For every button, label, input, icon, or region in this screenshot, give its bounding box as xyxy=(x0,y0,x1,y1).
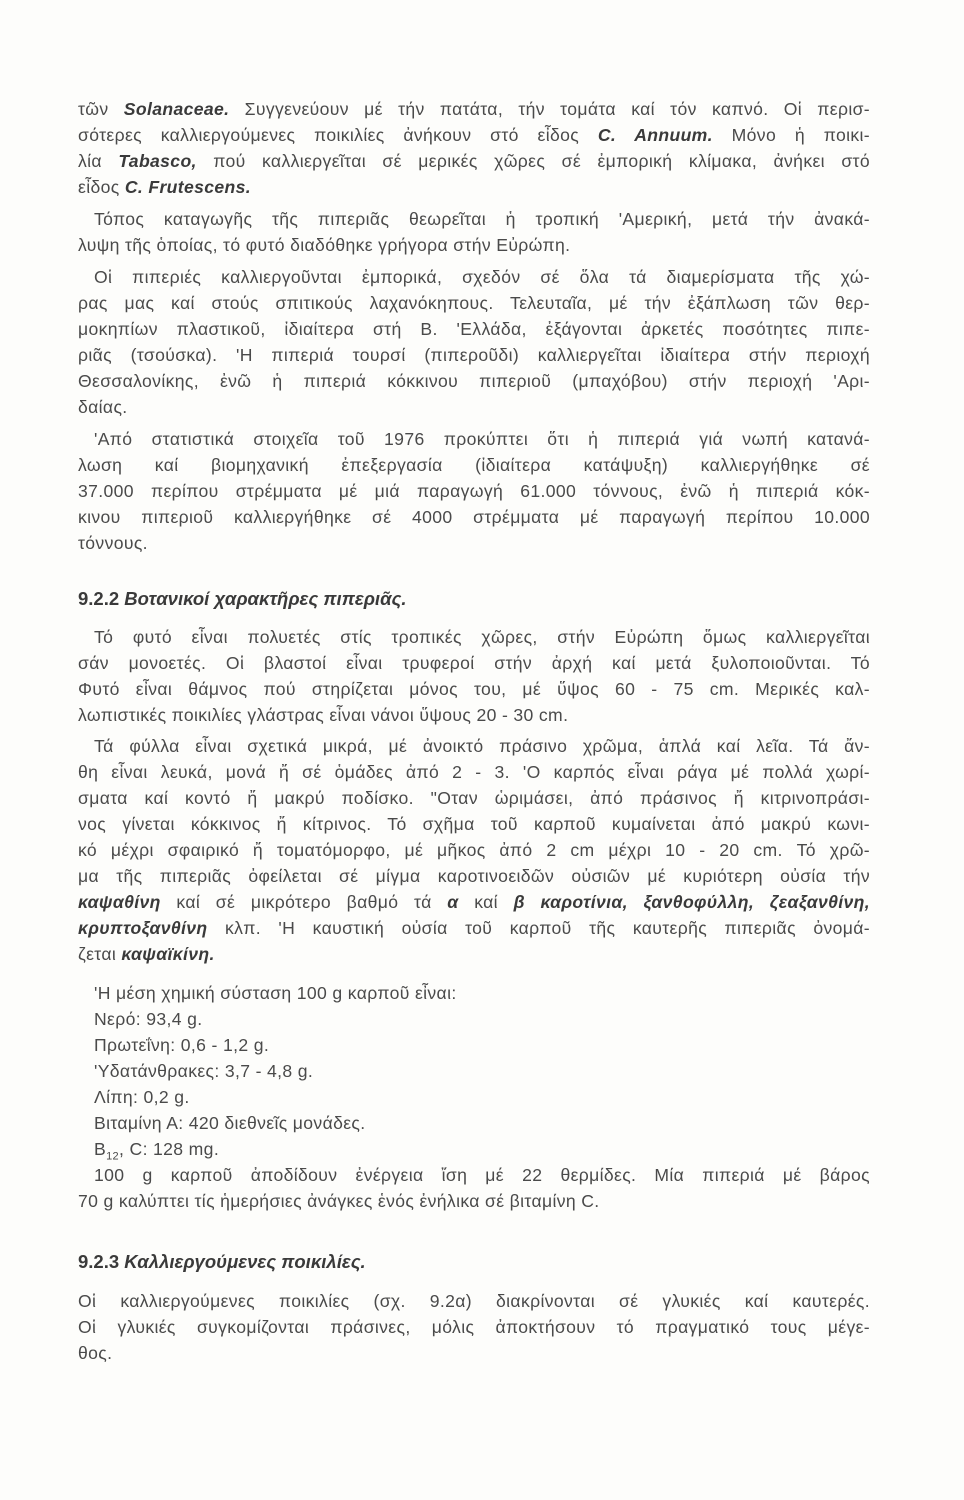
paragraph-leaves-fruit xyxy=(78,733,870,967)
text-line: σάν μονοετές. Οἱ βλαστοί εἶναι τρυφεροί στήν ἀρχή καί μετά ξυλοποιοῦνται. Τό xyxy=(78,653,870,673)
text-line: μοκηπίων πλαστικοῦ, ἰδιαίτερα στή Β. 'Ελλάδα, ἐξάγονται ἀρκετές ποσότητες πιπε- xyxy=(78,319,870,339)
text-line: ζεται καψαϊκίνη. xyxy=(78,944,215,964)
composition-list xyxy=(78,980,870,1214)
text-line: ριᾶς (τσούσκα). 'Η πιπεριά τουρσί (πιπεροῦδι) καλλιεργεῖται ἰδιαίτερα στήν περιοχή xyxy=(78,345,870,365)
paragraph-origin xyxy=(78,206,870,258)
text-line: Οἱ γλυκιές συγκομίζονται πράσινες, μόλις ἀποκτήσουν τό πραγματικό τους μέγε- xyxy=(78,1317,870,1337)
composition-vitamin-b12-c: $B_{12}$, C: 128 mg. xyxy=(94,1139,220,1162)
text-line: θη εἶναι λευκά, μονά ἤ σέ ὁμάδες ἀπό 2 - 3. 'Ο καρπός εἶναι ράγα μέ πολλά χωρί- xyxy=(78,762,870,782)
text-line: καψαθίνη καί σέ μικρότερο βαθμό τά α καί β καροτίνια, ξανθοφύλλη, ζεαξανθίνη, xyxy=(78,892,870,912)
composition-protein: Πρωτεΐνη: 0,6 - 1,2 g. xyxy=(94,1035,270,1055)
section-title: Καλλιεργούμενες ποικιλίες. xyxy=(124,1251,366,1272)
composition-fat: Λίπη: 0,2 g. xyxy=(94,1087,190,1107)
text-line: σότερες καλλιεργούμενες ποικιλίες ἀνήκουν στό εἶδος C. Annuum. Μόνο ἡ ποικι- xyxy=(78,125,870,145)
text-line: 37.000 περίπου στρέμματα μέ μιά παραγωγή 61.000 τόννους, ἐνῶ ἡ πιπεριά κόκ- xyxy=(78,481,870,501)
text-line: Θεσσαλονίκης, ἐνῶ ἡ πιπεριά κόκκινου πιπεριοῦ (μπαχόβου) στήν περιοχή 'Αρι- xyxy=(78,371,870,391)
text-line: Τά φύλλα εἶναι σχετικά μικρά, μέ ἀνοικτό πράσινο χρῶμα, ἁπλά καί λεῖα. Τά ἄν- xyxy=(94,736,870,756)
paragraph-statistics xyxy=(78,426,870,556)
composition-carbs: 'Υδατάνθρακες: 3,7 - 4,8 g. xyxy=(94,1061,314,1081)
text-line: Φυτό εἶναι θάμνος πού στηρίζεται μόνος του, μέ ὕψος 60 - 75 cm. Μερικές καλ- xyxy=(78,679,870,699)
text-line: λωπιστικές ποικιλίες γλάστρας εἶναι νάνοι ὕψους 20 - 30 cm. xyxy=(78,705,569,725)
composition-intro: 'Η μέση χημική σύσταση 100 g καρποῦ εἶναι: xyxy=(94,983,457,1003)
text-line: κινου πιπεριοῦ καλλιεργήθηκε σέ 4000 στρέμματα μέ παραγωγή περίπου 10.000 xyxy=(78,507,870,527)
paragraph-plant xyxy=(78,624,870,728)
text-line: κρυπτοξανθίνη κλπ. 'Η καυστική οὐσία τοῦ καρποῦ τῆς καυτερῆς πιπεριᾶς ὀνομά- xyxy=(78,918,870,938)
section-title: Βοτανικοί χαρακτῆρες πιπεριᾶς. xyxy=(124,588,407,609)
text-line: Οἱ καλλιεργούμενες ποικιλίες (σχ. 9.2α) διακρίνονται σέ γλυκιές καί καυτερές. xyxy=(78,1291,870,1311)
text-line: τόννους. xyxy=(78,533,148,553)
composition-vitamin-a: Βιταμίνη Α: 420 διεθνεῖς μονάδες. xyxy=(94,1113,366,1133)
text-line: εἶδος C. Frutescens. xyxy=(78,177,251,197)
section-heading-botanical xyxy=(78,585,870,613)
paragraph-cultivation xyxy=(78,264,870,420)
text-line: Τό φυτό εἶναι πολυετές στίς τροπικές χῶρες, στήν Εὐρώπη ὅμως καλλιεργεῖται xyxy=(94,627,870,647)
text-line: σματα καί κοντό ἤ μακρύ ποδίσκο. "Οταν ὡριμάσει, ἀπό πράσινος ἤ κιτρινοπράσι- xyxy=(78,788,870,808)
text-line: ρας μας καί στούς σπιτικούς λαχανόκηπους. Τελευταῖα, μέ τήν ἐξάπλωση τῶν θερ- xyxy=(78,293,870,313)
paragraph-species xyxy=(78,96,870,200)
composition-energy: 100 g καρποῦ ἀποδίδουν ἐνέργεια ἴση μέ 22 θερμίδες. Μία πιπεριά μέ βάρος xyxy=(94,1165,870,1185)
text-line: νος γίνεται κόκκινος ἤ κίτρινος. Τό σχῆμα τοῦ καρποῦ κυμαίνεται ἀπό μακρύ κωνι- xyxy=(78,814,870,834)
text-line: Οἱ πιπεριές καλλιεργοῦνται ἐμπορικά, σχεδόν σέ ὅλα τά διαμερίσματα τῆς χώ- xyxy=(94,267,870,287)
text-line: 'Από στατιστικά στοιχεῖα τοῦ 1976 προκύπτει ὅτι ἡ πιπεριά γιά νωπή κατανά- xyxy=(94,429,870,449)
composition-water: Νερό: 93,4 g. xyxy=(94,1009,203,1029)
text-line: λυψη τῆς ὁποίας, τό φυτό διαδόθηκε γρήγορα στήν Εὐρώπη. xyxy=(78,235,571,255)
text-line: δαίας. xyxy=(78,397,128,417)
section-heading-varieties xyxy=(78,1248,870,1276)
text-line: τῶν Solanaceae. Συγγενεύουν μέ τήν πατάτα, τήν τομάτα καί τόν καπνό. Οἱ περισ- xyxy=(78,99,870,119)
text-line: λωση καί βιομηχανική ἐπεξεργασία (ἰδιαίτερα κατάψυξη) καλλιεργήθηκε σέ xyxy=(78,455,870,475)
paragraph-varieties xyxy=(78,1288,870,1366)
text-line: μα τῆς πιπεριᾶς ὀφείλεται σέ μίγμα καροτινοειδῶν οὐσιῶν μέ κυριότερη οὐσία τήν xyxy=(78,866,870,886)
text-line: θος. xyxy=(78,1343,113,1363)
section-number: 9.2.3 xyxy=(78,1251,120,1272)
section-number: 9.2.2 xyxy=(78,588,120,609)
text-line: κό μέχρι σφαιρικό ἤ τοματόμορφο, μέ μῆκος ἀπό 2 cm μέχρι 10 - 20 cm. Τό χρῶ- xyxy=(78,840,870,860)
text-line: Τόπος καταγωγῆς τῆς πιπεριᾶς θεωρεῖται ἡ τροπική 'Αμερική, μετά τήν ἀνακά- xyxy=(94,209,870,229)
composition-energy-cont: 70 g καλύπτει τίς ἡμερήσιες ἀνάγκες ἑνός ἐνήλικα σέ βιταμίνη C. xyxy=(78,1191,600,1211)
text-line: λία Tabasco, πού καλλιεργεῖται σέ μερικές χῶρες σέ ἐμπορική κλίμακα, ἀνήκει στό xyxy=(78,151,870,171)
